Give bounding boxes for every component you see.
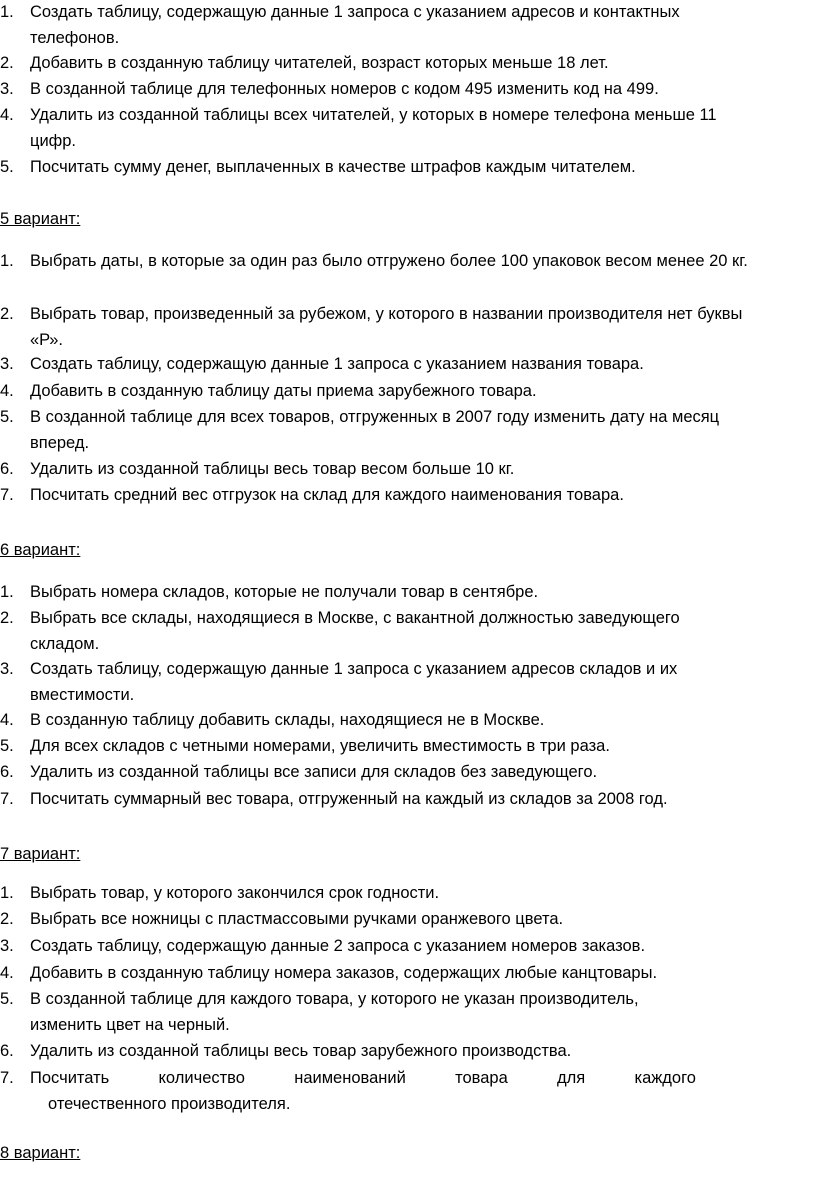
item-number: 7. — [0, 486, 14, 504]
list-item — [0, 934, 790, 960]
item-number: 1. — [0, 884, 14, 902]
list-item — [0, 249, 790, 275]
section-heading: 5 вариант: — [0, 210, 81, 228]
item-number: 6. — [0, 1042, 14, 1060]
item-number: 4. — [0, 382, 14, 400]
list-item — [0, 1039, 790, 1065]
list-item — [0, 457, 790, 483]
item-number: 7. — [0, 790, 14, 808]
item-number: 5. — [0, 990, 14, 1008]
word: наименований — [294, 1069, 406, 1087]
section-heading: 7 вариант: — [0, 845, 81, 863]
item-number: 5. — [0, 737, 14, 755]
list-item — [0, 961, 790, 987]
item-number: 4. — [0, 711, 14, 729]
item-number: 2. — [0, 305, 14, 323]
item-text: Для всех складов с четными номерами, увеличить вместимость в три раза. — [30, 737, 610, 755]
item-text: Выбрать номера складов, которые не получали товар в сентябре. — [30, 583, 539, 601]
item-number: 2. — [0, 910, 14, 928]
list-item — [0, 51, 790, 77]
list-item — [0, 155, 790, 181]
item-text: Создать таблицу, содержащую данные 1 запроса с указанием адресов складов и их вместимости. — [30, 660, 678, 704]
item-number: 7. — [0, 1069, 14, 1087]
item-number: 3. — [0, 355, 14, 373]
list-item — [0, 734, 790, 760]
list-item — [0, 77, 790, 103]
item-number: 1. — [0, 583, 14, 601]
item-text: Посчитать сумму денег, выплаченных в качестве штрафов каждым читателем. — [30, 158, 636, 176]
item-text: Выбрать все ножницы с пластмассовыми ручками оранжевого цвета. — [30, 910, 564, 928]
item-text: В созданной таблице для всех товаров, отгруженных в 2007 году изменить дату на месяц вперед. — [30, 408, 720, 452]
item-number: 6. — [0, 460, 14, 478]
item-text: В созданную таблицу добавить склады, находящиеся не в Москве. — [30, 711, 545, 729]
item-number: 2. — [0, 609, 14, 627]
continuation-line: отечественного производителя. — [48, 1094, 291, 1113]
word: количество — [158, 1069, 245, 1087]
item-number: 6. — [0, 763, 14, 781]
section-heading: 6 вариант: — [0, 541, 81, 559]
item-text: Посчитать средний вес отгрузок на склад для каждого наименования товара. — [30, 486, 624, 504]
item-number: 2. — [0, 54, 14, 72]
word: товара — [455, 1069, 508, 1087]
section-heading: 8 вариант: — [0, 1144, 81, 1162]
item-text: Выбрать товар, произведенный за рубежом, у которого в названии производителя нет буквы «Р». — [30, 305, 743, 349]
word: каждого — [634, 1069, 696, 1087]
item-text: Создать таблицу, содержащую данные 1 запроса с указанием адресов и контактных телефонов. — [30, 3, 680, 47]
item-text: Посчитать суммарный вес товара, отгруженный на каждый из складов за 2008 год. — [30, 790, 668, 808]
list-item — [0, 907, 790, 933]
list-item — [0, 606, 790, 657]
item-number: 4. — [0, 964, 14, 982]
item-text: Добавить в созданную таблицу даты приема зарубежного товара. — [30, 382, 537, 400]
item-number: 5. — [0, 408, 14, 426]
item-text: Удалить из созданной таблицы весь товар зарубежного производства. — [30, 1042, 572, 1060]
word: для — [557, 1069, 586, 1087]
list-item — [0, 657, 790, 708]
item-number: 1. — [0, 252, 14, 270]
item-text: Добавить в созданную таблицу читателей, возраст которых меньше 18 лет. — [30, 54, 609, 72]
item-text: Выбрать даты, в которые за один раз было отгружено более 100 упаковок весом менее 20 кг. — [30, 252, 748, 270]
item-number: 4. — [0, 106, 14, 124]
item-number: 5. — [0, 158, 14, 176]
list-item — [0, 881, 790, 907]
item-text: Удалить из созданной таблицы весь товар весом больше 10 кг. — [30, 460, 515, 478]
item-text: Создать таблицу, содержащую данные 2 запроса с указанием номеров заказов. — [30, 937, 646, 955]
list-item — [0, 483, 790, 509]
list-item — [0, 379, 790, 405]
item-text — [30, 1066, 790, 1117]
list-item — [0, 1066, 790, 1117]
list-item — [0, 352, 790, 378]
item-text: Удалить из созданной таблицы всех читателей, у которых в номере телефона меньше 11 цифр. — [30, 106, 717, 150]
justified-line — [30, 1066, 696, 1092]
list-item — [0, 760, 790, 786]
list-item — [0, 0, 790, 51]
item-text: В созданной таблице для каждого товара, у которого не указан производитель, изменить цвет на черный. — [30, 990, 639, 1034]
list-item — [0, 405, 790, 456]
word: Посчитать — [30, 1069, 110, 1087]
list-item — [0, 103, 790, 154]
item-number: 1. — [0, 3, 14, 21]
item-number: 3. — [0, 937, 14, 955]
list-item — [0, 580, 790, 606]
item-text: Выбрать товар, у которого закончился срок годности. — [30, 884, 440, 902]
item-text: Удалить из созданной таблицы все записи для складов без заведующего. — [30, 763, 598, 781]
item-text: Выбрать все склады, находящиеся в Москве, с вакантной должностью заведующего складом. — [30, 609, 680, 653]
item-number: 3. — [0, 660, 14, 678]
item-number: 3. — [0, 80, 14, 98]
list-item — [0, 987, 790, 1038]
list-item — [0, 787, 790, 813]
list-item — [0, 302, 790, 353]
item-text: Добавить в созданную таблицу номера заказов, содержащих любые канцтовары. — [30, 964, 658, 982]
item-text: Создать таблицу, содержащую данные 1 запроса с указанием названия товара. — [30, 355, 644, 373]
list-item — [0, 708, 790, 734]
item-text: В созданной таблице для телефонных номеров с кодом 495 изменить код на 499. — [30, 80, 659, 98]
